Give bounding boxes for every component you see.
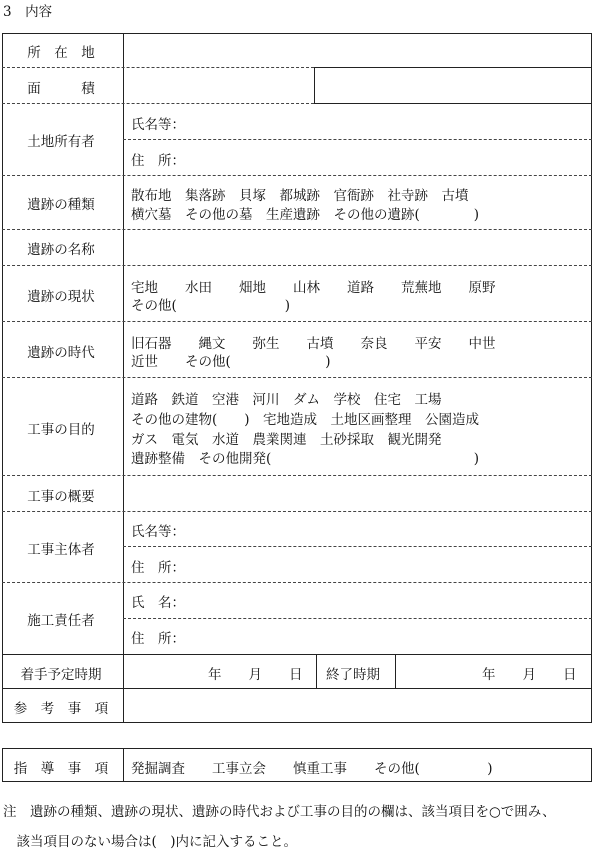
manager-address-field[interactable]: 住 所： bbox=[131, 631, 185, 647]
end-label: 終了時期 bbox=[326, 667, 380, 683]
purpose-options-2: その他の建物( ) 宅地造成 土地区画整理 公園造成 bbox=[131, 412, 480, 428]
manager-name-field[interactable]: 氏 名： bbox=[131, 595, 185, 611]
site-type-options-1: 散布地 集落跡 貝塚 都城跡 官衙跡 社寺跡 古墳 bbox=[131, 188, 469, 204]
start-date-field[interactable]: 年 月 日 bbox=[208, 667, 303, 683]
landowner-address-field[interactable]: 住 所： bbox=[131, 153, 185, 169]
purpose-options-1: 道路 鉄道 空港 河川 ダム 学校 住宅 工場 bbox=[131, 392, 442, 408]
manager-label: 施工責任者 bbox=[27, 613, 95, 629]
site-status-label: 遺跡の現状 bbox=[27, 289, 95, 305]
note-line-2: 該当項目のない場合は( )内に記入すること。 bbox=[3, 834, 298, 850]
area-label: 面 積 bbox=[27, 81, 95, 97]
site-name-label: 遺跡の名称 bbox=[27, 242, 95, 258]
purpose-label: 工事の目的 bbox=[27, 422, 95, 438]
contractor-address-field[interactable]: 住 所： bbox=[131, 560, 185, 576]
site-era-options-2: 近世 その他( ) bbox=[131, 354, 331, 370]
contractor-name-field[interactable]: 氏名等： bbox=[131, 524, 185, 540]
section-heading: 3 内容 bbox=[3, 4, 53, 20]
site-era-label: 遺跡の時代 bbox=[27, 345, 95, 361]
guidance-label: 指 導 事 項 bbox=[13, 761, 109, 777]
site-type-options-2: 横穴墓 その他の墓 生産遺跡 その他の遺跡( ) bbox=[131, 207, 480, 223]
schedule-label: 着手予定時期 bbox=[20, 667, 102, 683]
landowner-name-field[interactable]: 氏名等： bbox=[131, 117, 185, 133]
outline-label: 工事の概要 bbox=[27, 489, 95, 505]
reference-label: 参 考 事 項 bbox=[13, 701, 109, 717]
site-status-options-2: その他( ) bbox=[131, 298, 291, 314]
purpose-options-4: 遺跡整備 その他開発( ) bbox=[131, 451, 480, 467]
site-type-label: 遺跡の種類 bbox=[27, 197, 95, 213]
landowner-label: 土地所有者 bbox=[27, 134, 95, 150]
site-status-options-1: 宅地 水田 畑地 山林 道路 荒蕪地 原野 bbox=[131, 280, 496, 296]
site-era-options-1: 旧石器 縄文 弥生 古墳 奈良 平安 中世 bbox=[131, 336, 496, 352]
contractor-label: 工事主体者 bbox=[27, 542, 95, 558]
guidance-options: 発掘調査 工事立会 慎重工事 その他( ) bbox=[131, 761, 493, 777]
purpose-options-3: ガス 電気 水道 農業関連 土砂採取 観光開発 bbox=[131, 432, 442, 448]
end-date-field[interactable]: 年 月 日 bbox=[482, 667, 577, 683]
location-label: 所 在 地 bbox=[27, 45, 95, 61]
note-line-1: 注 遺跡の種類、遺跡の現状、遺跡の時代および工事の目的の欄は、該当項目を○で囲み、 bbox=[3, 804, 556, 820]
